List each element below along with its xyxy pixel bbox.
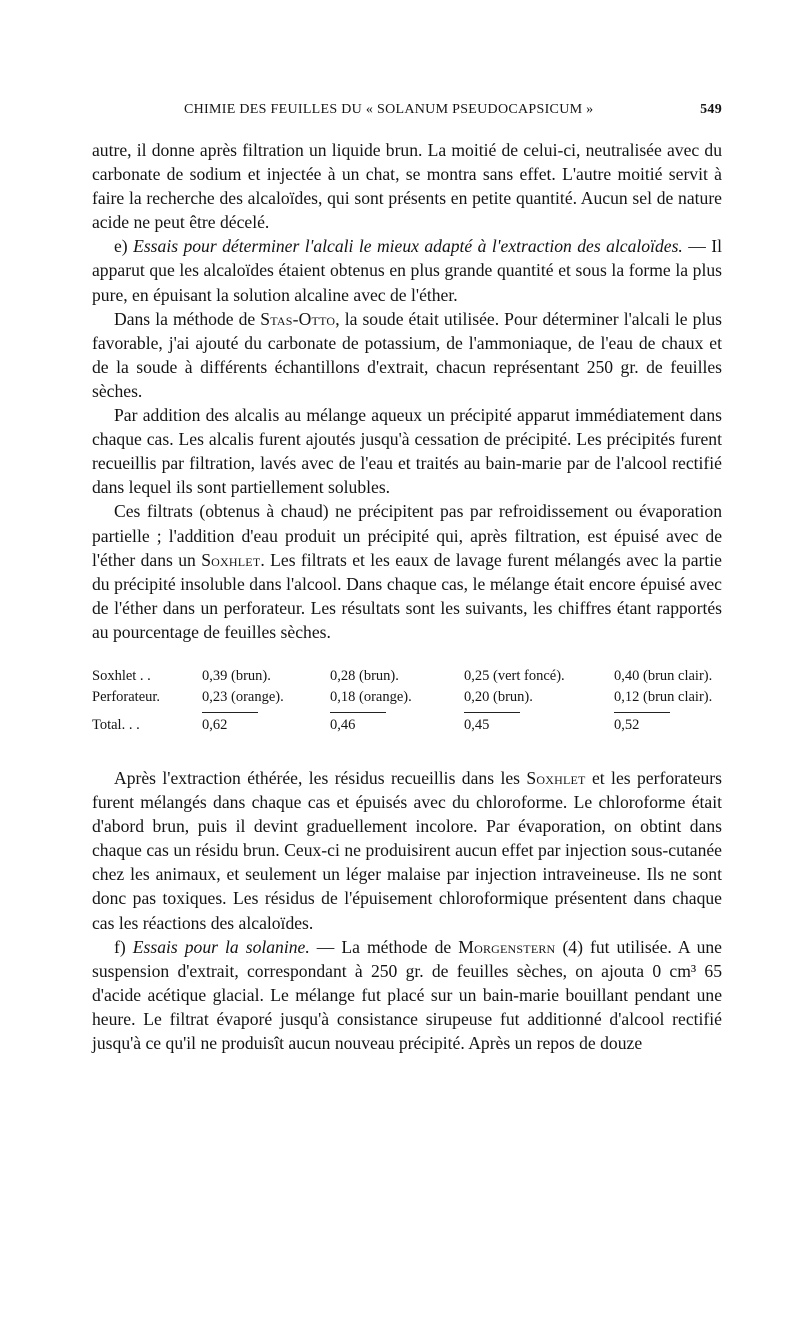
total-cell: 0,62 <box>202 716 228 733</box>
stas-otto-name: Stas-Otto <box>260 308 336 329</box>
sum-rule <box>202 712 258 713</box>
cell: 0,12 (brun clair). <box>614 688 713 705</box>
section-f-prefix: f) <box>114 936 133 957</box>
results-row-perforateur <box>92 687 732 708</box>
paragraph-section-e <box>92 234 722 306</box>
paragraph-filtrates <box>92 499 722 644</box>
sum-rule <box>464 712 520 713</box>
cell: 0,23 (orange). <box>202 688 284 705</box>
cell: 0,39 (brun). <box>202 667 271 684</box>
results-row-soxhlet <box>92 666 732 687</box>
cell: 0,20 (brun). <box>464 688 533 705</box>
row-label: Perforateur. <box>92 688 161 705</box>
total-cell: 0,46 <box>330 716 356 733</box>
paragraph-precipitation: Par addition des alcalis au mélange aqueux un précipité apparut immédiatement dans chaque cas. Les alcalis furent ajoutés jusqu'à cessation de précipité. Les précipités furent recueillis par filtration, lavés avec de l'eau et traités au bain-marie par de l'alcool rectifié dans lequel ils sont partiellement solubles. <box>92 405 722 498</box>
paragraph-stas-otto <box>92 307 722 403</box>
paragraph-section-f <box>92 935 722 1055</box>
section-e-prefix: e) <box>114 236 134 257</box>
total-label: Total. . . <box>92 716 140 733</box>
cell: 0,40 (brun clair). <box>614 667 713 684</box>
section-f-text-before: — La méthode de <box>309 936 459 957</box>
sum-rule-row <box>92 708 732 716</box>
soxhlet-name-2: Soxhlet <box>526 767 586 788</box>
paragraph-chloroform <box>92 766 722 935</box>
sum-rule <box>330 712 386 713</box>
running-header <box>92 102 722 118</box>
cell: 0,25 (vert foncé). <box>464 667 565 684</box>
row-label: Soxhlet . . <box>92 667 151 684</box>
section-f-heading: Essais pour la solanine. <box>132 936 310 957</box>
results-table <box>92 666 722 736</box>
filtrates-text-after: . Les filtrats et les eaux de lavage furent mélangés avec la partie du précipité insoluble dans l'alcool. Dans chaque cas, le mélange était encore épuisé avec de l'éther dans un perforateur. Les résultats sont les suivants, les chiffres étant rapportés au pourcentage de feuilles sèches. <box>92 549 722 642</box>
total-cell: 0,45 <box>464 716 490 733</box>
soxhlet-name: Soxhlet <box>201 549 261 570</box>
running-title: CHIMIE DES FEUILLES DU « SOLANUM PSEUDOCAPSICUM » <box>184 102 594 117</box>
stas-otto-text-after: , la soude était utilisée. Pour déterminer l'alcali le plus favorable, j'ai ajouté du carbonate de potassium, de l'ammoniaque, de l'eau de chaux et de la soude à différents échantillons d'extrait, chacun représentant 250 gr. de feuilles sèches. <box>92 308 723 401</box>
morgenstern-name: Morgenstern <box>458 936 556 957</box>
filtrates-text-before: Ces filtrats (obtenus à chaud) ne précipitent pas par refroidissement ou évaporation partielle ; l'addition d'eau produit un précipité qui, après filtration, est épuisé avec de l'éther dans un <box>92 501 722 570</box>
document-page <box>92 102 722 1055</box>
section-e-heading: Essais pour déterminer l'alcali le mieux adapté à l'extraction des alcaloïdes. <box>133 236 683 257</box>
results-row-total <box>92 716 732 736</box>
page-number: 549 <box>700 102 722 117</box>
total-cell: 0,52 <box>614 716 640 733</box>
chloroform-text-after: et les perforateurs furent mélangés dans chaque cas et épuisés avec du chloroforme. Le chloroforme était d'abord brun, puis il devint graduellement incolore. Par évaporation, on obtint dans chaque cas un résidu brun. Ceux-ci ne produisirent aucun effet par injection sous-cutanée chez les animaux, et seulement un léger malaise par injection intraveineuse. Ils ne sont donc pas toxiques. Les résidus de l'épuisement chloroformique présentent dans chaque cas les réactions des alcaloïdes. <box>92 767 722 933</box>
cell: 0,18 (orange). <box>330 688 412 705</box>
section-e-text: — Il apparut que les alcaloïdes étaient obtenus en plus grande quantité et sous la forme la plus pure, en épuisant la solution alcaline avec de l'éther. <box>92 236 722 305</box>
chloroform-text-before: Après l'extraction éthérée, les résidus recueillis dans les <box>114 767 527 788</box>
section-f-text-after: (4) fut utilisée. A une suspension d'extrait, correspondant à 250 gr. de feuilles sèches, on ajouta 0 cm³ 65 d'acide acétique glacial. Le mélange fut placé sur un bain-marie bouillant pendant une heure. Le filtrat évaporé jusqu'à consistance sirupeuse fut additionné d'alcool rectifié jusqu'à ce qu'il ne produisît aucun nouveau précipité. Après un repos de douze <box>92 936 722 1053</box>
stas-otto-text-before: Dans la méthode de <box>114 308 261 329</box>
sum-rule <box>614 712 670 713</box>
cell: 0,28 (brun). <box>330 667 399 684</box>
paragraph-continuation: autre, il donne après filtration un liquide brun. La moitié de celui-ci, neutralisée avec du carbonate de sodium et injectée à un chat, se montra sans effet. L'autre moitié servit à faire la recherche des alcaloïdes, qui sont présents en petite quantité. Aucun sel de nature acide ne peut être décelé. <box>92 140 722 233</box>
